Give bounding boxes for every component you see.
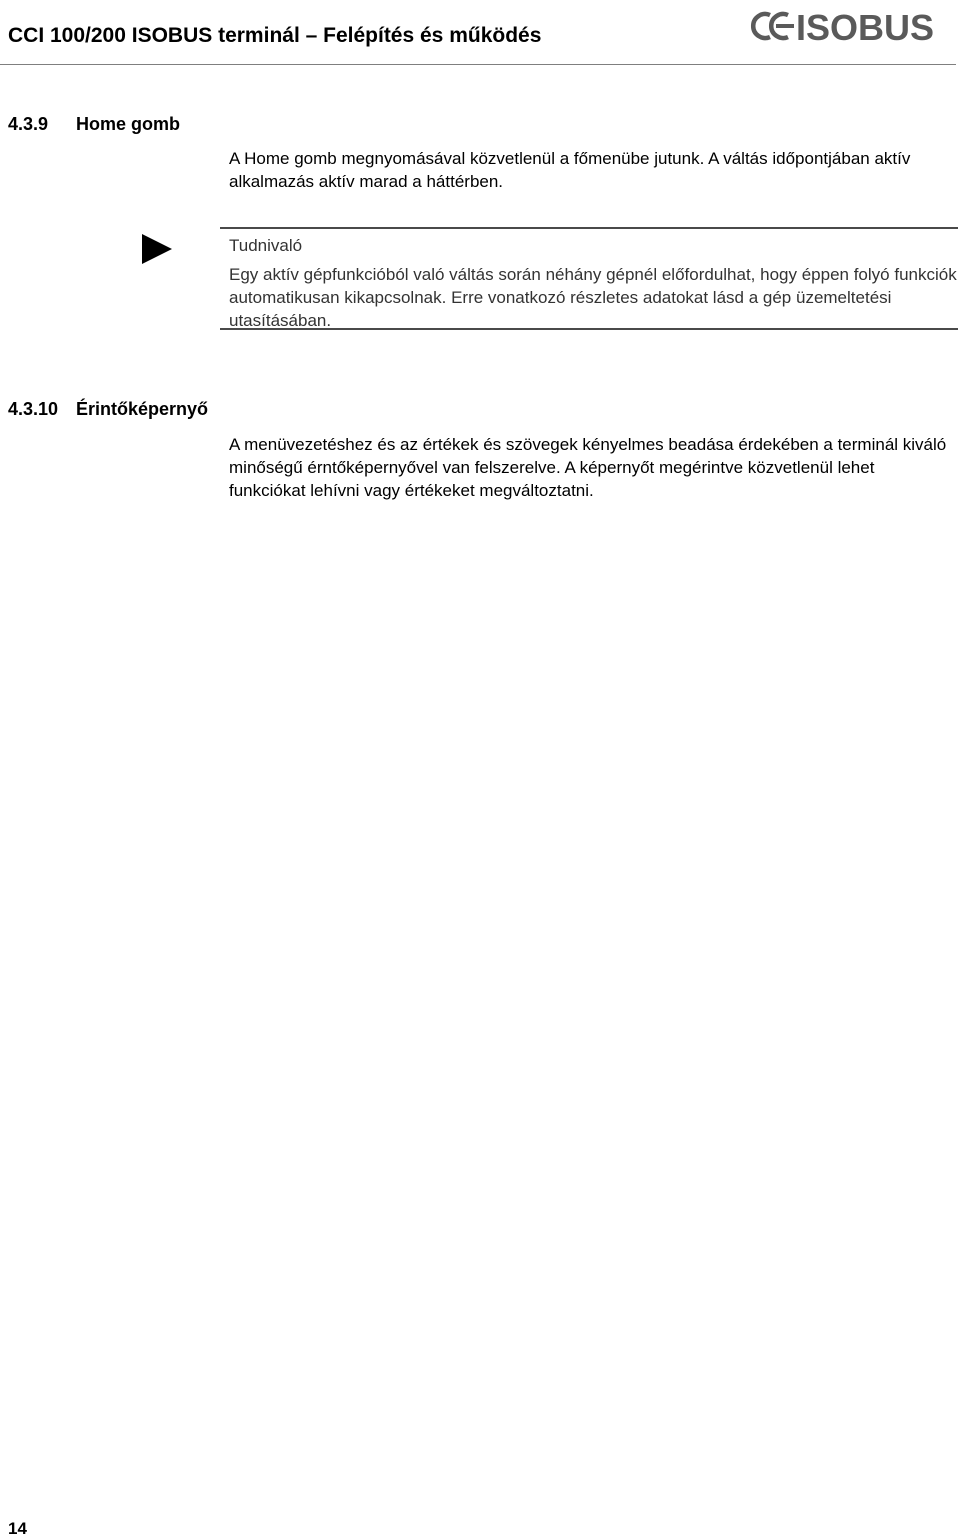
svg-text:ISOBUS: ISOBUS — [796, 7, 935, 46]
play-arrow-icon — [142, 234, 172, 264]
document-title: CCI 100/200 ISOBUS terminál – Felépítés és működés — [8, 24, 542, 47]
section-paragraph-touchscreen: A menüvezetéshez és az értékek és szövegek kényelmes beadása érdekében a terminál kiváló minőségű érntőképernyővel van felszerelve. A képernyőt megérintve közvetlenül lehet funkciókat lehívni vagy értékeket megváltoztatni. — [229, 435, 947, 500]
section-heading-home-button — [8, 114, 181, 135]
section-number: 4.3.9 — [8, 114, 49, 134]
note-title: Tudnivaló — [229, 236, 303, 255]
header-divider — [0, 64, 956, 65]
section-paragraph-home-button: A Home gomb megnyomásával közvetlenül a főmenübe jutunk. A váltás időpontjában aktív alkalmazás aktív marad a háttérben. — [229, 149, 911, 191]
section-heading-touchscreen — [8, 399, 209, 420]
page-number: 14 — [8, 1519, 27, 1538]
section-title: Érintőképernyő — [76, 399, 209, 419]
cc-isobus-logo — [742, 6, 946, 46]
note-text: Egy aktív gépfunkcióból való váltás során néhány gépnél előfordulhat, hogy éppen folyó funkciók automatikusan kikapcsolnak. Erre vonatkozó részletes adatokat lásd a gép üzemeltetési utasításában. — [229, 265, 957, 330]
note-box — [220, 227, 958, 330]
section-title: Home gomb — [76, 114, 181, 134]
section-number: 4.3.10 — [8, 399, 59, 419]
